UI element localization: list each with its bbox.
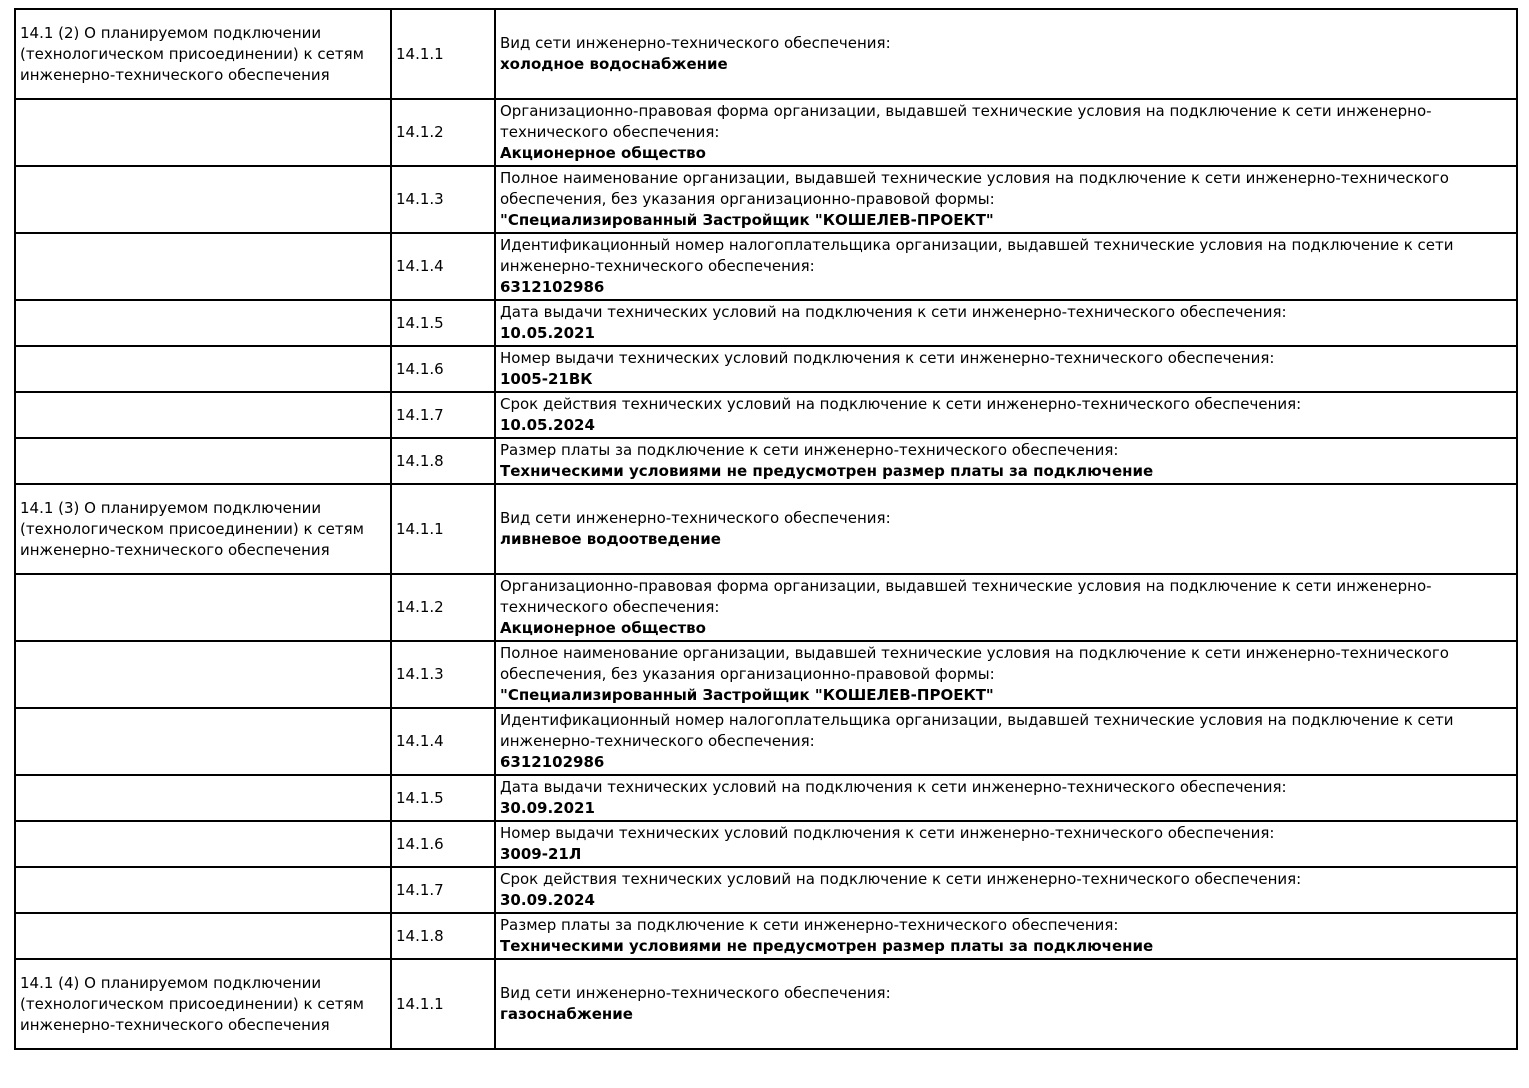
field-label: Организационно-правовая форма организации, выдавшей технические условия на подключение к сети инженерно-технического обеспечения: <box>500 577 1432 616</box>
field-label: Размер платы за подключение к сети инженерно-технического обеспечения: <box>500 916 1119 934</box>
field-value: "Специализированный Застройщик "КОШЕЛЕВ-ПРОЕКТ" <box>500 211 994 229</box>
table-row <box>15 959 1517 1049</box>
field-value: ливневое водоотведение <box>500 530 721 548</box>
table-row <box>15 867 1517 913</box>
field-label: Вид сети инженерно-технического обеспечения: <box>500 984 891 1002</box>
table-row <box>15 484 1517 574</box>
table-row <box>15 99 1517 166</box>
field-label: Размер платы за подключение к сети инженерно-технического обеспечения: <box>500 441 1119 459</box>
row-content-cell <box>495 392 1517 438</box>
row-content-cell <box>495 708 1517 775</box>
row-number: 14.1.7 <box>396 405 444 424</box>
section-label: 14.1 (4) О планируемом подключении (технологическом присоединении) к сетям инженерно-технического обеспечения <box>20 973 364 1034</box>
row-number-cell <box>391 708 495 775</box>
row-number-cell <box>391 300 495 346</box>
section-label-cell-empty <box>15 641 391 708</box>
field-label: Вид сети инженерно-технического обеспечения: <box>500 34 891 52</box>
field-label: Полное наименование организации, выдавшей технические условия на подключение к сети инженерно-технического обеспечения, без указания организационно-правовой формы: <box>500 169 1449 208</box>
declaration-table-body <box>15 9 1517 1049</box>
section-label-cell-empty <box>15 346 391 392</box>
table-row <box>15 233 1517 300</box>
row-content-cell <box>495 484 1517 574</box>
table-row <box>15 346 1517 392</box>
row-content-cell <box>495 9 1517 99</box>
row-number-cell <box>391 574 495 641</box>
field-value: Техническими условиями не предусмотрен размер платы за подключение <box>500 937 1154 955</box>
row-content-cell <box>495 438 1517 484</box>
section-label-cell <box>15 484 391 574</box>
field-value: 10.05.2024 <box>500 416 595 434</box>
row-number: 14.1.1 <box>396 994 444 1013</box>
section-label: 14.1 (3) О планируемом подключении (технологическом присоединении) к сетям инженерно-технического обеспечения <box>20 498 364 559</box>
row-number-cell <box>391 346 495 392</box>
row-number: 14.1.1 <box>396 519 444 538</box>
table-row <box>15 438 1517 484</box>
row-number: 14.1.8 <box>396 451 444 470</box>
section-label-cell-empty <box>15 708 391 775</box>
table-row <box>15 913 1517 959</box>
field-value: 30.09.2024 <box>500 891 595 909</box>
row-content-cell <box>495 99 1517 166</box>
field-value: Акционерное общество <box>500 144 706 162</box>
table-row <box>15 821 1517 867</box>
document-page <box>0 8 1529 1088</box>
row-content-cell <box>495 959 1517 1049</box>
row-number-cell <box>391 166 495 233</box>
table-row <box>15 300 1517 346</box>
row-content-cell <box>495 821 1517 867</box>
field-value: холодное водоснабжение <box>500 55 728 73</box>
field-value: газоснабжение <box>500 1005 633 1023</box>
section-label-cell-empty <box>15 913 391 959</box>
row-number: 14.1.7 <box>396 880 444 899</box>
row-number: 14.1.6 <box>396 359 444 378</box>
row-number-cell <box>391 821 495 867</box>
declaration-table <box>14 8 1518 1050</box>
field-label: Организационно-правовая форма организации, выдавшей технические условия на подключение к сети инженерно-технического обеспечения: <box>500 102 1432 141</box>
table-row <box>15 775 1517 821</box>
section-label-cell <box>15 959 391 1049</box>
row-number-cell <box>391 392 495 438</box>
field-label: Идентификационный номер налогоплательщика организации, выдавшей технические условия на подключение к сети инженерно-технического обеспечения: <box>500 711 1454 750</box>
field-label: Срок действия технических условий на подключение к сети инженерно-технического обеспечения: <box>500 395 1302 413</box>
field-value: 1005-21ВК <box>500 370 593 388</box>
field-label: Дата выдачи технических условий на подключения к сети инженерно-технического обеспечения: <box>500 778 1287 796</box>
section-label-cell-empty <box>15 574 391 641</box>
row-content-cell <box>495 867 1517 913</box>
row-number: 14.1.3 <box>396 665 444 683</box>
field-value: 6312102986 <box>500 753 605 771</box>
row-number-cell <box>391 775 495 821</box>
field-value: 10.05.2021 <box>500 324 595 342</box>
row-content-cell <box>495 233 1517 300</box>
field-value: Акционерное общество <box>500 619 706 637</box>
field-value: 3009-21Л <box>500 845 582 863</box>
row-number-cell <box>391 438 495 484</box>
field-label: Номер выдачи технических условий подключения к сети инженерно-технического обеспечения: <box>500 824 1275 842</box>
row-number-cell <box>391 867 495 913</box>
row-content-cell <box>495 775 1517 821</box>
field-label: Вид сети инженерно-технического обеспечения: <box>500 509 891 527</box>
row-content-cell <box>495 641 1517 708</box>
section-label-cell-empty <box>15 867 391 913</box>
row-number: 14.1.5 <box>396 313 444 332</box>
field-value: Техническими условиями не предусмотрен размер платы за подключение <box>500 462 1154 480</box>
table-row <box>15 708 1517 775</box>
section-label-cell-empty <box>15 233 391 300</box>
field-label: Идентификационный номер налогоплательщика организации, выдавшей технические условия на подключение к сети инженерно-технического обеспечения: <box>500 236 1454 275</box>
section-label-cell-empty <box>15 99 391 166</box>
section-label-cell <box>15 9 391 99</box>
row-number: 14.1.4 <box>396 257 444 275</box>
row-number-cell <box>391 233 495 300</box>
row-number: 14.1.8 <box>396 926 444 945</box>
row-content-cell <box>495 346 1517 392</box>
row-number-cell <box>391 641 495 708</box>
field-value: 30.09.2021 <box>500 799 595 817</box>
row-number-cell <box>391 99 495 166</box>
row-content-cell <box>495 913 1517 959</box>
section-label-cell-empty <box>15 166 391 233</box>
section-label: 14.1 (2) О планируемом подключении (технологическом присоединении) к сетям инженерно-технического обеспечения <box>20 23 364 84</box>
row-number: 14.1.5 <box>396 788 444 807</box>
section-label-cell-empty <box>15 300 391 346</box>
table-row <box>15 641 1517 708</box>
field-label: Полное наименование организации, выдавшей технические условия на подключение к сети инженерно-технического обеспечения, без указания организационно-правовой формы: <box>500 644 1449 683</box>
row-content-cell <box>495 166 1517 233</box>
field-label: Номер выдачи технических условий подключения к сети инженерно-технического обеспечения: <box>500 349 1275 367</box>
row-number-cell <box>391 959 495 1049</box>
row-number: 14.1.6 <box>396 834 444 853</box>
section-label-cell-empty <box>15 775 391 821</box>
row-number: 14.1.1 <box>396 44 444 63</box>
table-row <box>15 166 1517 233</box>
section-label-cell-empty <box>15 438 391 484</box>
section-label-cell-empty <box>15 821 391 867</box>
table-row <box>15 392 1517 438</box>
row-number: 14.1.2 <box>396 123 444 141</box>
row-content-cell <box>495 574 1517 641</box>
row-content-cell <box>495 300 1517 346</box>
row-number: 14.1.3 <box>396 190 444 208</box>
field-label: Дата выдачи технических условий на подключения к сети инженерно-технического обеспечения: <box>500 303 1287 321</box>
table-row <box>15 574 1517 641</box>
field-value: "Специализированный Застройщик "КОШЕЛЕВ-ПРОЕКТ" <box>500 686 994 704</box>
row-number-cell <box>391 913 495 959</box>
field-label: Срок действия технических условий на подключение к сети инженерно-технического обеспечения: <box>500 870 1302 888</box>
field-value: 6312102986 <box>500 278 605 296</box>
section-label-cell-empty <box>15 392 391 438</box>
row-number-cell <box>391 484 495 574</box>
row-number: 14.1.2 <box>396 598 444 616</box>
row-number: 14.1.4 <box>396 732 444 750</box>
row-number-cell <box>391 9 495 99</box>
table-row <box>15 9 1517 99</box>
